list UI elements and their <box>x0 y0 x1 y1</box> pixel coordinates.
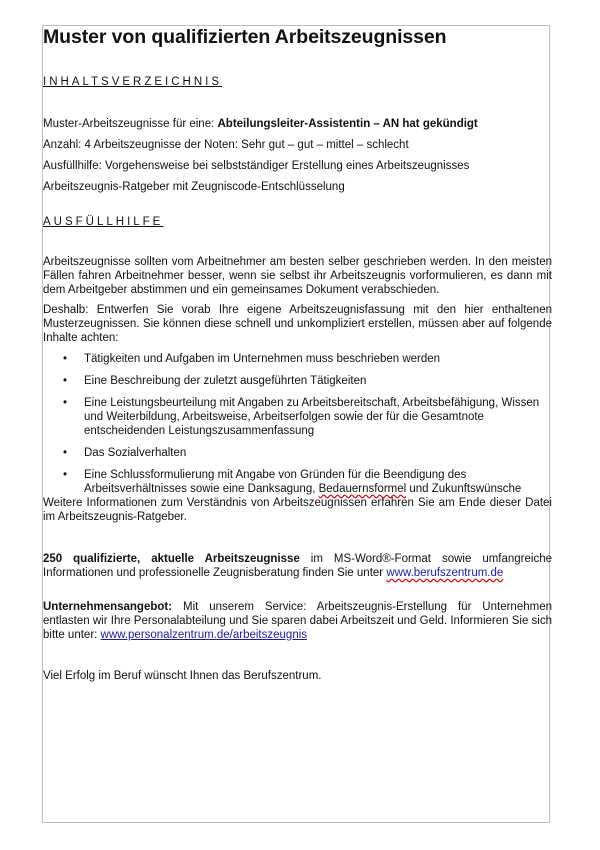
promo-paragraph-1 <box>43 552 552 580</box>
promo-1-bold: 250 qualifizierte, aktuelle Arbeitszeugnisse <box>43 553 300 565</box>
list-item <box>43 468 552 496</box>
fill-paragraph-2: Deshalb: Entwerfen Sie vorab Ihre eigene Arbeitszeugnisfassung mit den hier enthaltenen Musterzeugnissen. Sie können diese schnell und unkompliziert erstellen, müssen aber auf folgende Inhalte achten: <box>43 304 552 344</box>
list-item-text: Eine Schlussformulierung mit Angabe von Gründen für die Beendigung des Arbeitsverhältnisses sowie eine Danksagung, <box>84 469 467 495</box>
toc-line-1 <box>43 117 552 131</box>
toc-line-1-bold: Abteilungsleiter-Assistentin – AN hat gekündigt <box>217 118 478 130</box>
bullet-icon: • <box>63 447 68 459</box>
list-item <box>43 396 552 438</box>
closing-line: Viel Erfolg im Beruf wünscht Ihnen das Berufszentrum. <box>43 670 322 682</box>
document-content <box>43 25 552 683</box>
list-item-text: Eine Leistungsbeurteilung mit Angaben zu Arbeitsbereitschaft, Arbeitsbefähigung, Wissen und Weiterbildung, Arbeitsweise, Arbeitserfolgen sowie der für die Gesamtnote entscheidenden Leistungszusammenfassung <box>84 397 540 437</box>
personalzentrum-link[interactable]: www.personalzentrum.de/arbeitszeugnis <box>100 629 308 641</box>
document-title: Muster von qualifizierten Arbeitszeugnissen <box>43 26 447 48</box>
bullet-icon: • <box>63 469 68 481</box>
toc-line-3: Ausfüllhilfe: Vorgehensweise bei selbstständiger Erstellung eines Arbeitszeugnisses <box>43 160 470 172</box>
promo-paragraph-2 <box>43 600 552 642</box>
berufszentrum-link[interactable]: www.berufszentrum.de <box>386 567 504 579</box>
content-list <box>43 352 552 496</box>
toc-line-1-prefix: Muster-Arbeitszeugnisse für eine: <box>43 118 218 130</box>
list-item <box>43 352 552 366</box>
list-item-text: Eine Beschreibung der zuletzt ausgeführten Tätigkeiten <box>84 375 367 387</box>
list-item-text: Tätigkeiten und Aufgaben im Unternehmen muss beschrieben werden <box>84 353 441 365</box>
list-item <box>43 446 552 460</box>
promo-1-text: im MS-Word®-Format sowie umfangreiche Informationen und professionelle Zeugnisberatung finden Sie unter <box>43 553 552 579</box>
fill-heading: AUSFÜLLHILFE <box>43 216 164 228</box>
list-item <box>43 374 552 388</box>
spellcheck-marked-word[interactable]: Bedauernsformel <box>318 483 407 495</box>
fill-paragraph-3: Weitere Informationen zum Verständnis von Arbeitszeugnissen erfahren Sie am Ende dieser Datei im Arbeitszeugnis-Ratgeber. <box>43 497 552 523</box>
toc-line-2: Anzahl: 4 Arbeitszeugnisse der Noten: Sehr gut – gut – mittel – schlecht <box>43 139 409 151</box>
toc-line-4: Arbeitszeugnis-Ratgeber mit Zeugniscode-Entschlüsselung <box>43 181 345 193</box>
list-item-text: Das Sozialverhalten <box>84 447 187 459</box>
bullet-icon: • <box>63 397 68 409</box>
toc-heading: INHALTSVERZEICHNIS <box>43 76 223 88</box>
promo-2-text: Mit unserem Service: Arbeitszeugnis-Erstellung für Unternehmen entlasten wir Ihre Personalabteilung und Sie sparen dabei Arbeitszeit und Geld. Informieren Sie sich bitte unter: <box>43 601 552 641</box>
list-item-text-end: und Zukunftswünsche <box>406 483 522 495</box>
bullet-icon: • <box>63 353 68 365</box>
promo-2-bold: Unternehmensangebot: <box>43 601 173 613</box>
fill-paragraph-1: Arbeitszeugnisse sollten vom Arbeitnehmer am besten selber geschrieben werden. In den meisten Fällen fahren Arbeitnehmer besser, wenn sie selbst ihr Arbeitszeugnis vorformulieren, es dann mit dem Arbeitgeber abstimmen und ein gemeinsames Dokument verabschieden. <box>43 256 552 296</box>
bullet-icon: • <box>63 375 68 387</box>
